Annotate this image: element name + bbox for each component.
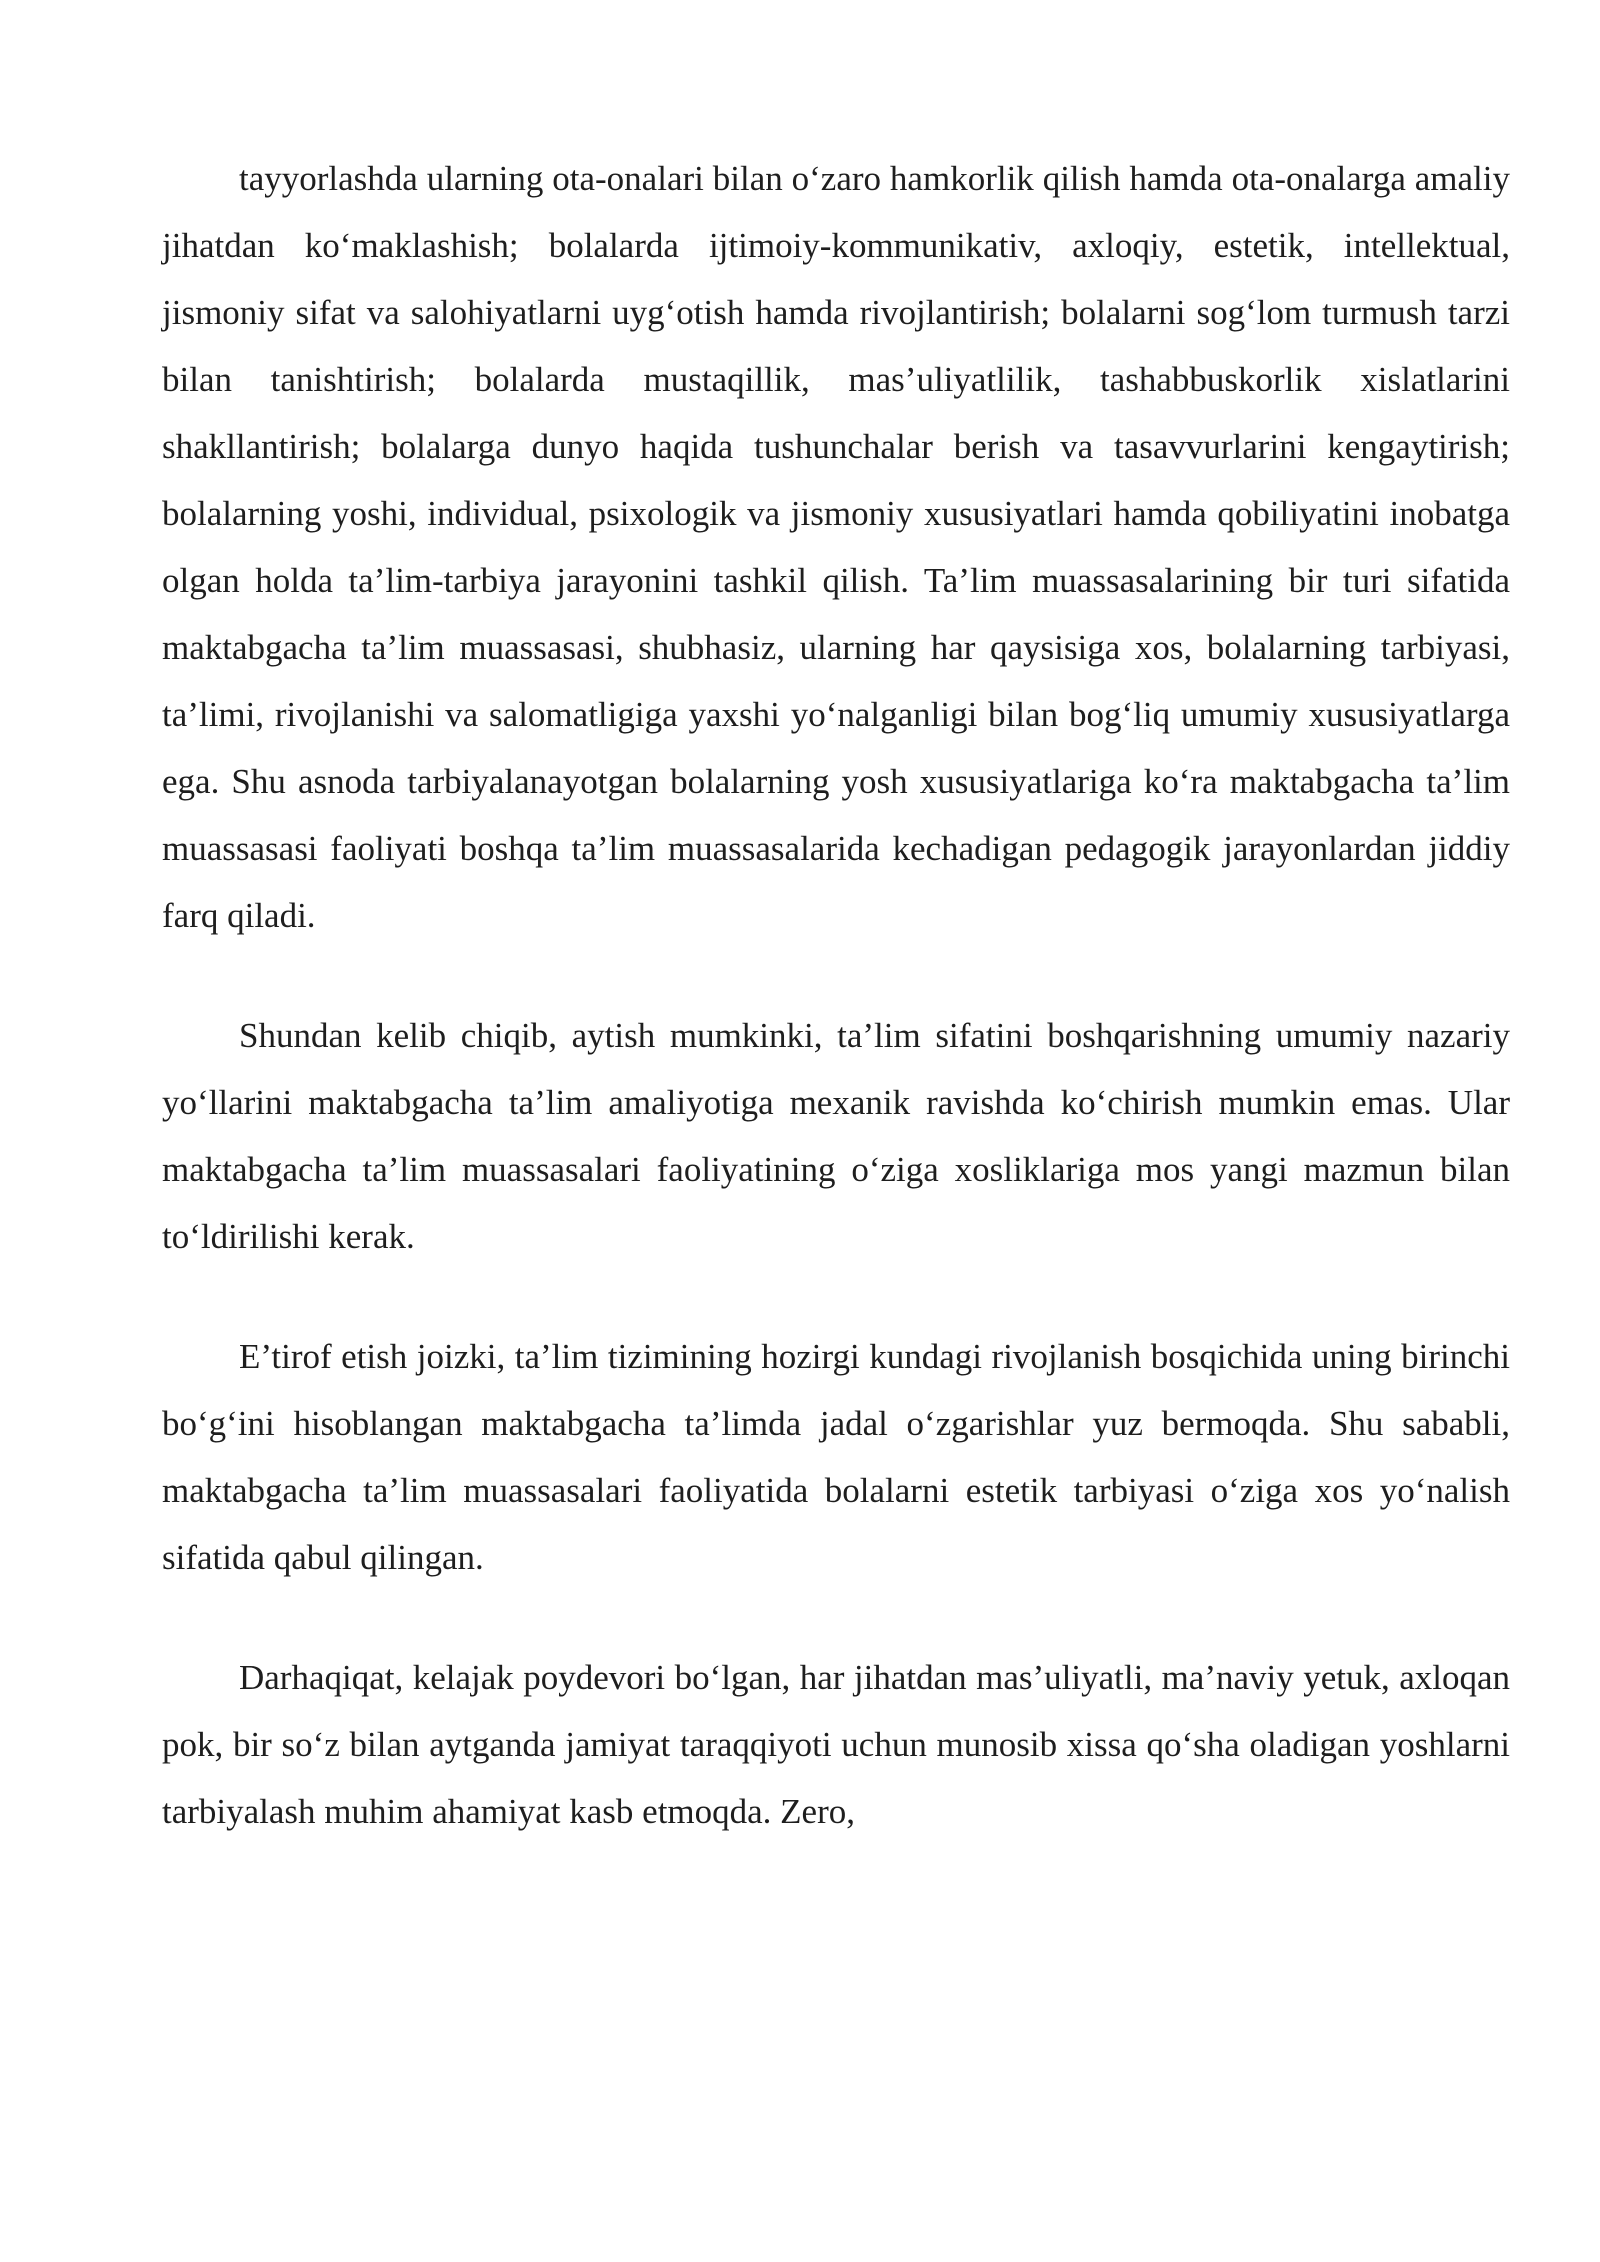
paragraph-4: Darhaqiqat, kelajak poydevori bo‘lgan, har jihatdan mas’uliyatli, ma’naviy yetuk, axloqan pok, bir so‘z bilan aytganda jamiyat taraqqiyoti uchun munosib xissa qo‘sha oladigan yoshlarni tarbiyalash muhim ahamiyat kasb etmoqda. Zero,: [162, 1658, 1510, 1831]
paragraph-1: tayyorlashda ularning ota-onalari bilan o‘zaro hamkorlik qilish hamda ota-onalarga amaliy jihatdan ko‘maklashish; bolalarda ijtimoiy-kommunikativ, axloqiy, estetik, intellektual, jismoniy sifat va salohiyatlarni uyg‘otish hamda rivojlantirish; bolalarni sog‘lom turmush tarzi bilan tanishtirish; bolalarda mustaqillik, mas’uliyatlilik, tashabbuskorlik xislatlarini shakllantirish; bolalarga dunyo haqida tushunchalar berish va tasavvurlarini kengaytirish; bolalarning yoshi, individual, psixologik va jismoniy xususiyatlari hamda qobiliyatini inobatga olgan holda ta’lim-tarbiya jarayonini tashkil qilish. Ta’lim muassasalarining bir turi sifatida maktabgacha ta’lim muassasasi, shubhasiz, ularning har qaysisiga xos, bolalarning tarbiyasi, ta’limi, rivojlanishi va salomatligiga yaxshi yo‘nalganligi bilan bog‘liq umumiy xususiyatlarga ega. Shu asnoda tarbiyalanayotgan bolalarning yosh xususiyatlariga ko‘ra maktabgacha ta’lim muassasasi faoliyati boshqa ta’lim muassasalarida kechadigan pedagogik jarayonlardan jiddiy farq qiladi.: [162, 159, 1510, 935]
document-body: [162, 145, 1510, 1898]
paragraph-3: E’tirof etish joizki, ta’lim tizimining hozirgi kundagi rivojlanish bosqichida uning birinchi bo‘g‘ini hisoblangan maktabgacha ta’limda jadal o‘zgarishlar yuz bermoqda. Shu sababli, maktabgacha ta’lim muassasalari faoliyatida bolalarni estetik tarbiyasi o‘ziga xos yo‘nalish sifatida qabul qilingan.: [162, 1337, 1510, 1577]
paragraph-2: Shundan kelib chiqib, aytish mumkinki, ta’lim sifatini boshqarishning umumiy nazariy yo‘llarini maktabgacha ta’lim amaliyotiga mexanik ravishda ko‘chirish mumkin emas. Ular maktabgacha ta’lim muassasalari faoliyatining o‘ziga xosliklariga mos yangi mazmun bilan to‘ldirilishi kerak.: [162, 1016, 1510, 1256]
